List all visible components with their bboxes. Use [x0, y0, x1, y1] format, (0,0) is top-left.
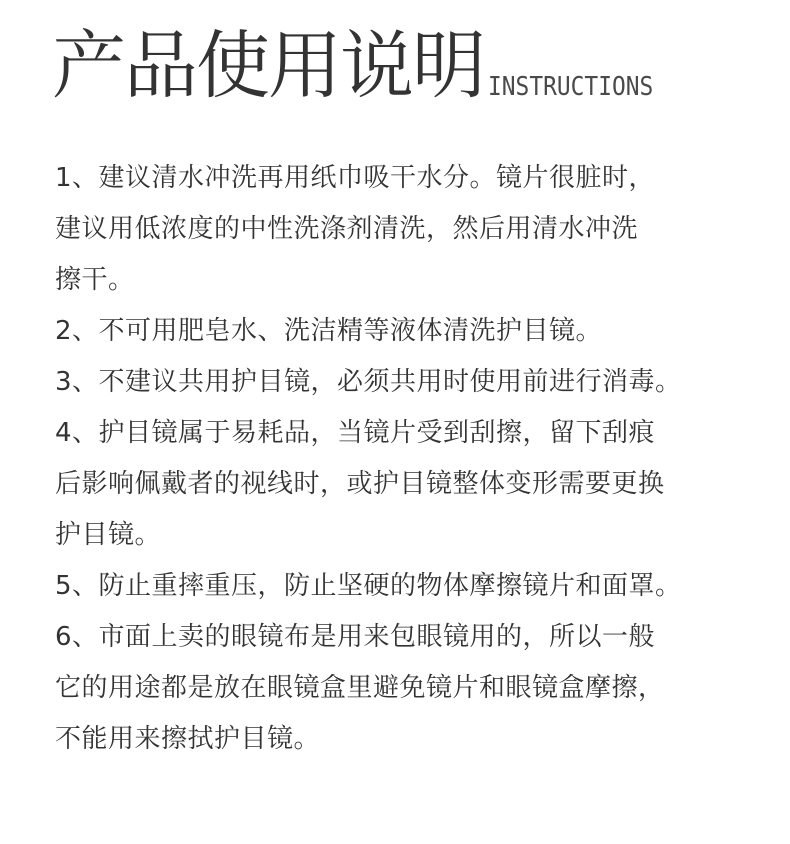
instruction-line: 4、护目镜属于易耗品，当镜片受到刮擦，留下刮痕: [55, 418, 656, 448]
instruction-line: 6、市面上卖的眼镜布是用来包眼镜用的，所以一般: [55, 622, 656, 652]
instruction-line: 5、防止重摔重压，防止坚硬的物体摩擦镜片和面罩。: [55, 571, 682, 601]
instruction-line: 3、不建议共用护目镜，必须共用时使用前进行消毒。: [55, 367, 682, 397]
instruction-line: 建议用低浓度的中性洗涤剂清洗，然后用清水冲洗: [55, 214, 639, 244]
instruction-line: 护目镜。: [55, 520, 162, 550]
page-subtitle: INSTRUCTIONS: [488, 72, 654, 102]
instruction-line: 它的用途都是放在眼镜盒里避免镜片和眼镜盒摩擦，: [55, 673, 665, 703]
instruction-line: 1、建议清水冲洗再用纸巾吸干水分。镜片很脏时，: [55, 163, 656, 193]
instruction-line: 后影响佩戴者的视线时，或护目镜整体变形需要更换: [55, 469, 665, 499]
instructions-body: [55, 153, 755, 765]
instruction-line: 2、不可用肥皂水、洗洁精等液体清洗护目镜。: [55, 316, 603, 346]
instruction-line: 不能用来擦拭护目镜。: [55, 724, 321, 754]
instruction-line: 擦干。: [55, 265, 135, 295]
page-header: [52, 23, 676, 109]
page-title: 产品使用说明: [52, 23, 484, 109]
